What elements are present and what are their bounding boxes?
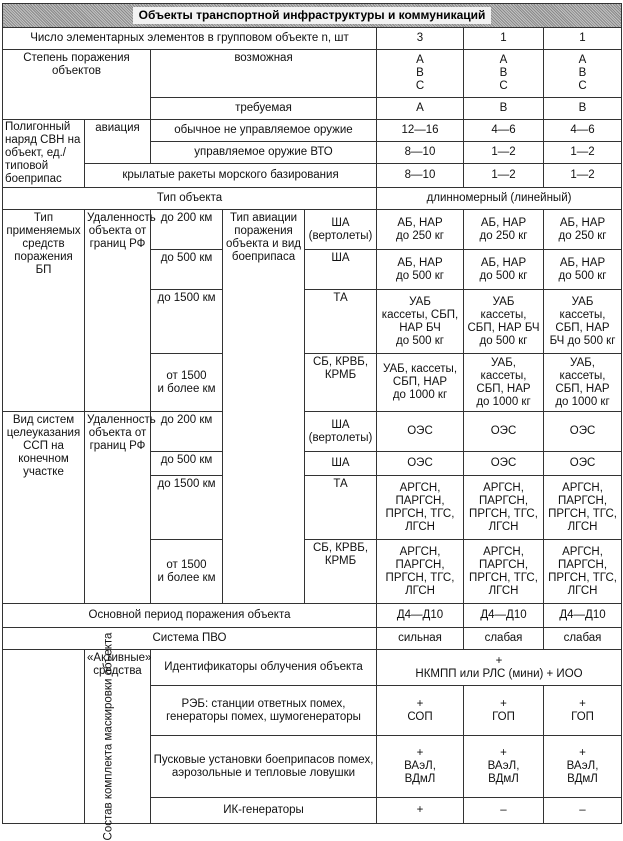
- damage-required-value-3: В: [544, 98, 622, 120]
- table-title-cell: [3, 4, 622, 28]
- irradiation-label: Идентификаторы облучения объекта: [151, 650, 377, 686]
- main-period-value-2: Д4—Д10: [464, 604, 544, 628]
- range-outfit-label: Полигонный наряд СВН на объект, ед./ типовой боеприпас: [3, 120, 85, 188]
- main-period-value-1: Д4—Д10: [377, 604, 464, 628]
- tg-value-500-1: ОЭС: [377, 452, 464, 476]
- damage-possible-value-2: А В С: [464, 50, 544, 98]
- cruise-value-3: 1—2: [544, 164, 622, 188]
- pvo-value-1: сильная: [377, 628, 464, 650]
- guided-value-1: 8—10: [377, 142, 464, 164]
- main-period-label: Основной период поражения объекта: [3, 604, 377, 628]
- bp-aviation-200: ША (вертолеты): [305, 210, 377, 250]
- bp-distance-over-1500: от 1500 и более км: [151, 354, 223, 412]
- ir-value-3: –: [544, 798, 622, 824]
- damage-required-value-1: А: [377, 98, 464, 120]
- elements-count-value-3: 1: [544, 28, 622, 50]
- bp-value-500-1: АБ, НАР до 500 кг: [377, 250, 464, 290]
- ir-value-1: +: [377, 798, 464, 824]
- elements-count-value-1: 3: [377, 28, 464, 50]
- pvo-label: Система ПВО: [3, 628, 377, 650]
- cruise-missiles-label: крылатые ракеты морского базирования: [85, 164, 377, 188]
- irradiation-value: + НКМПП или РЛС (мини) + ИОО: [377, 650, 622, 686]
- launchers-label: Пусковые установки боеприпасов помех, аэрозольные и тепловые ловушки: [151, 736, 377, 798]
- damage-degree-label: Степень поражения объектов: [3, 50, 151, 120]
- conventional-weapon-label: обычное не управляемое оружие: [151, 120, 377, 142]
- launchers-value-1: + ВАэЛ, ВДмЛ: [377, 736, 464, 798]
- damage-possible-value-1: А В С: [377, 50, 464, 98]
- elements-count-label: Число элементарных элементов в групповом объекте n, шт: [3, 28, 377, 50]
- tg-value-1500-3: АРГСН, ПАРГСН, ПРГСН, ТГС, ЛГСН: [544, 476, 622, 540]
- bp-value-over-1500-2: УАБ, кассеты, СБП, НАР до 1000 кг: [464, 354, 544, 412]
- reb-value-2: + ГОП: [464, 686, 544, 736]
- bp-value-200-3: АБ, НАР до 250 кг: [544, 210, 622, 250]
- aviation-label: авиация: [85, 120, 151, 164]
- conventional-value-3: 4—6: [544, 120, 622, 142]
- elements-count-value-2: 1: [464, 28, 544, 50]
- damage-possible-label: возможная: [151, 50, 377, 98]
- tg-distance-over-1500: от 1500 и более км: [151, 540, 223, 604]
- reb-value-1: + СОП: [377, 686, 464, 736]
- camouflage-label-cell: [3, 632, 115, 841]
- ir-value-2: –: [464, 798, 544, 824]
- bp-value-over-1500-3: УАБ, кассеты, СБП, НАР до 1000 кг: [544, 354, 622, 412]
- tg-value-1500-1: АРГСН, ПАРГСН, ПРГСН, ТГС, ЛГСН: [377, 476, 464, 540]
- table-title: Объекты транспортной инфраструктуры и коммуникаций: [133, 7, 492, 24]
- targeting-distance-label: Удаленность объекта от границ РФ: [85, 412, 151, 604]
- conventional-value-1: 12—16: [377, 120, 464, 142]
- tg-value-over-1500-3: АРГСН, ПАРГСН, ПРГСН, ТГС, ЛГСН: [544, 540, 622, 604]
- tg-value-200-1: ОЭС: [377, 412, 464, 452]
- pvo-value-2: слабая: [464, 628, 544, 650]
- tg-value-200-3: ОЭС: [544, 412, 622, 452]
- tg-value-200-2: ОЭС: [464, 412, 544, 452]
- bp-value-1500-1: УАБ кассеты, СБП, НАР БЧ до 500 кг: [377, 290, 464, 354]
- bp-distance-1500: до 1500 км: [151, 290, 223, 354]
- reb-value-3: + ГОП: [544, 686, 622, 736]
- bp-value-500-2: АБ, НАР до 500 кг: [464, 250, 544, 290]
- guided-value-2: 1—2: [464, 142, 544, 164]
- bp-distance-label: Удаленность объекта от границ РФ: [85, 210, 151, 412]
- bp-type-label: Тип применяемых средств поражения БП: [3, 210, 85, 412]
- reb-label: РЭБ: станции ответных помех, генераторы помех, шумогенераторы: [151, 686, 377, 736]
- aviation-type-label: Тип авиации поражения объекта и вид боеприпаса: [223, 210, 305, 604]
- tg-value-over-1500-2: АРГСН, ПАРГСН, ПРГСН, ТГС, ЛГСН: [464, 540, 544, 604]
- launchers-value-3: + ВАэЛ, ВДмЛ: [544, 736, 622, 798]
- bp-value-over-1500-1: УАБ, кассеты, СБП, НАР до 1000 кг: [377, 354, 464, 412]
- guided-value-3: 1—2: [544, 142, 622, 164]
- tg-distance-500: до 500 км: [151, 452, 223, 476]
- tg-distance-200: до 200 км: [151, 412, 223, 452]
- bp-aviation-over-1500: СБ, КРВБ, КРМБ: [305, 354, 377, 412]
- launchers-value-2: + ВАэЛ, ВДмЛ: [464, 736, 544, 798]
- tg-aviation-over-1500: СБ, КРВБ, КРМБ: [305, 540, 377, 604]
- cruise-value-2: 1—2: [464, 164, 544, 188]
- main-period-value-3: Д4—Д10: [544, 604, 622, 628]
- pvo-value-3: слабая: [544, 628, 622, 650]
- tg-value-over-1500-1: АРГСН, ПАРГСН, ПРГСН, ТГС, ЛГСН: [377, 540, 464, 604]
- tg-value-500-3: ОЭС: [544, 452, 622, 476]
- bp-distance-500: до 500 км: [151, 250, 223, 290]
- bp-value-500-3: АБ, НАР до 500 кг: [544, 250, 622, 290]
- guided-weapon-label: управляемое оружие ВТО: [151, 142, 377, 164]
- bp-value-1500-3: УАБ кассеты, СБП, НАР БЧ до 500 кг: [544, 290, 622, 354]
- targeting-label: Вид систем целеуказания ССП на конечном участке: [3, 412, 85, 604]
- bp-aviation-500: ША: [305, 250, 377, 290]
- bp-distance-200: до 200 км: [151, 210, 223, 250]
- bp-aviation-1500: ТА: [305, 290, 377, 354]
- tg-aviation-500: ША: [305, 452, 377, 476]
- damage-required-label: требуемая: [151, 98, 377, 120]
- tg-aviation-1500: ТА: [305, 476, 377, 540]
- damage-possible-value-3: А В С: [544, 50, 622, 98]
- camouflage-label: Состав комплекта маскировки объекта: [102, 632, 115, 841]
- tg-distance-1500: до 1500 км: [151, 476, 223, 540]
- tg-aviation-200: ША (вертолеты): [305, 412, 377, 452]
- bp-value-200-2: АБ, НАР до 250 кг: [464, 210, 544, 250]
- infrastructure-table: [2, 3, 622, 841]
- tg-value-1500-2: АРГСН, ПАРГСН, ПРГСН, ТГС, ЛГСН: [464, 476, 544, 540]
- conventional-value-2: 4—6: [464, 120, 544, 142]
- bp-value-1500-2: УАБ кассеты, СБП, НАР БЧ до 500 кг: [464, 290, 544, 354]
- damage-required-value-2: В: [464, 98, 544, 120]
- bp-value-200-1: АБ, НАР до 250 кг: [377, 210, 464, 250]
- object-type-value: длинномерный (линейный): [377, 188, 622, 210]
- tg-value-500-2: ОЭС: [464, 452, 544, 476]
- cruise-value-1: 8—10: [377, 164, 464, 188]
- object-type-label: Тип объекта: [3, 188, 377, 210]
- ir-generators-label: ИК-генераторы: [151, 798, 377, 824]
- active-means-label: «Активные» средства: [85, 650, 151, 824]
